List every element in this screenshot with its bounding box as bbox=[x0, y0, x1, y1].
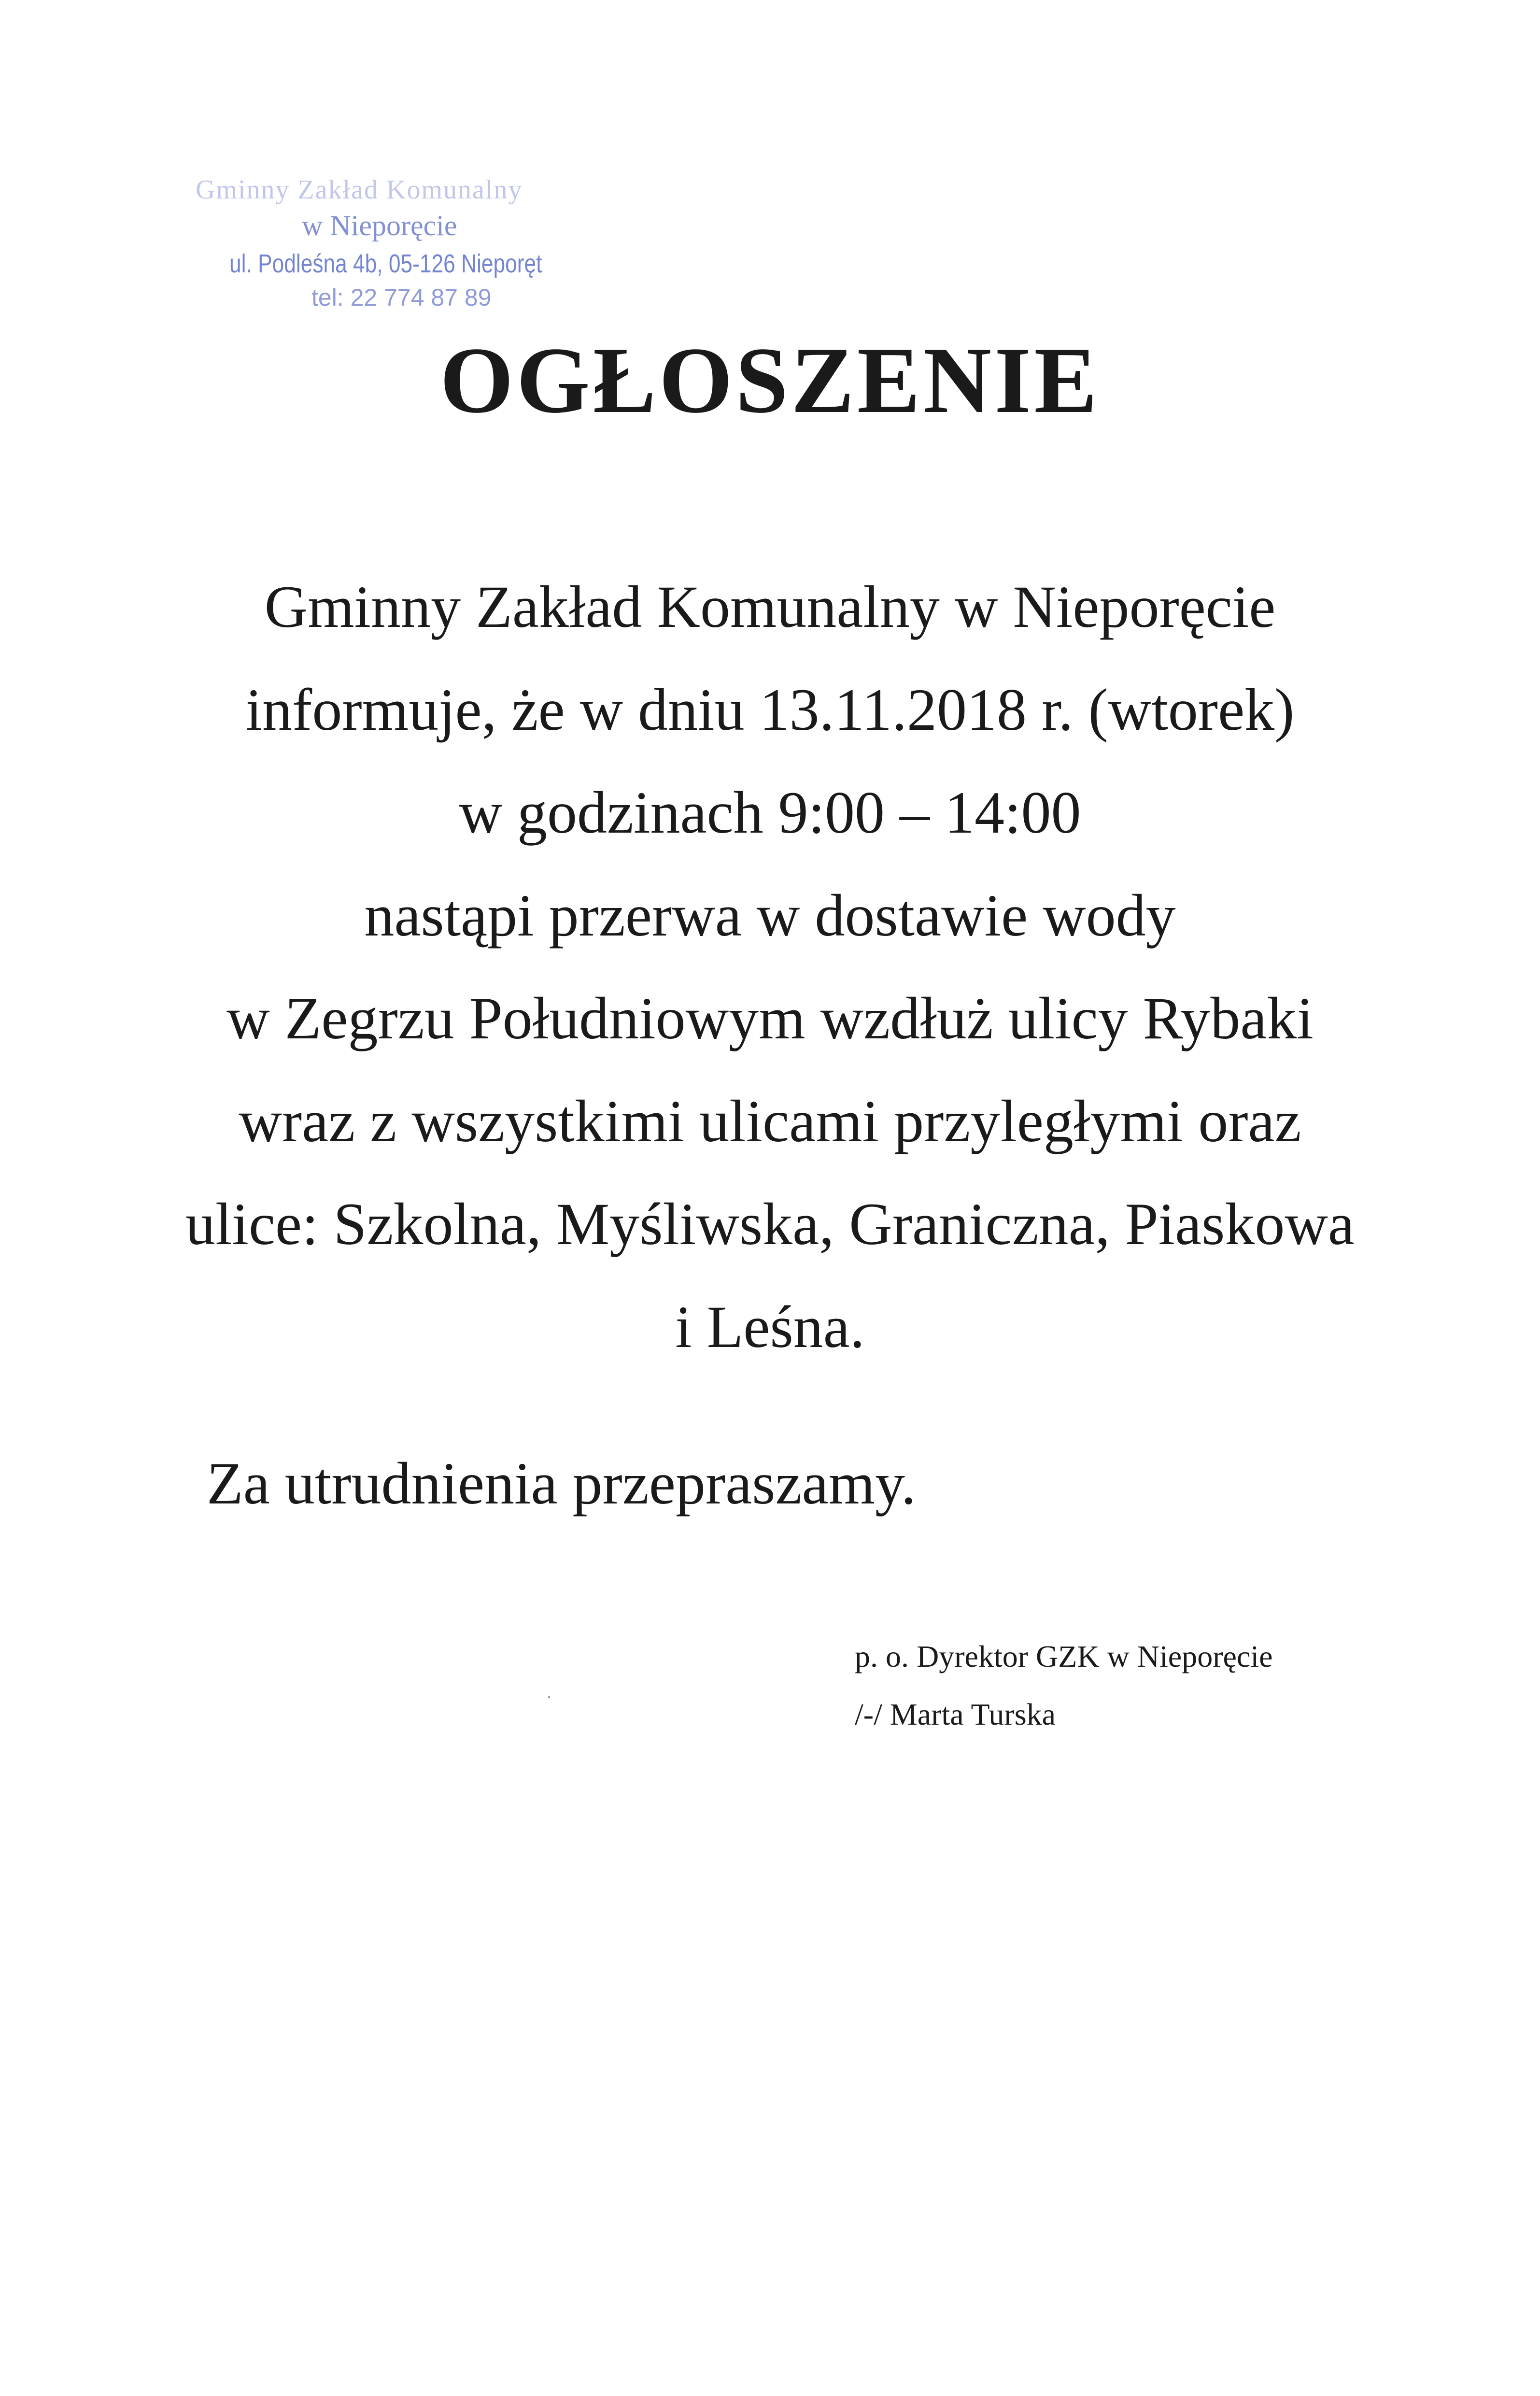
body-line-1: Gminny Zakład Komunalny w Nieporęcie bbox=[264, 574, 1276, 640]
stamp-line-location: w Nieporęcie bbox=[302, 210, 457, 241]
body-line-3: w godzinach 9:00 – 14:00 bbox=[459, 780, 1081, 846]
body-line-6: wraz z wszystkimi ulicami przyległymi oraz bbox=[239, 1088, 1301, 1154]
document-title: OGŁOSZENIE bbox=[439, 328, 1101, 433]
signature-block bbox=[855, 1628, 1273, 1744]
closing-apology: Za utrudnienia przepraszamy. bbox=[207, 1450, 916, 1517]
body-line-5: w Zegrzu Południowym wzdłuż ulicy Rybaki bbox=[226, 985, 1314, 1051]
stamp-line-phone: tel: 22 774 87 89 bbox=[311, 284, 492, 311]
stamp-line-address: ul. Podleśna 4b, 05-126 Nieporęt bbox=[229, 249, 542, 278]
company-stamp bbox=[186, 176, 621, 310]
signature-title: p. o. Dyrektor GZK w Nieporęcie bbox=[855, 1639, 1273, 1673]
scan-speck bbox=[548, 1696, 550, 1698]
body-line-2: informuje, że w dniu 13.11.2018 r. (wtorek) bbox=[245, 677, 1295, 743]
body-line-4: nastąpi przerwa w dostawie wody bbox=[364, 882, 1176, 949]
body-line-7: ulice: Szkolna, Myśliwska, Graniczna, Piaskowa bbox=[185, 1191, 1355, 1257]
stamp-line-name: Gminny Zakład Komunalny bbox=[196, 175, 523, 205]
signature-name: /-/ Marta Turska bbox=[855, 1697, 1056, 1731]
announcement-body bbox=[0, 555, 1540, 1378]
body-line-8: i Leśna. bbox=[675, 1294, 865, 1360]
